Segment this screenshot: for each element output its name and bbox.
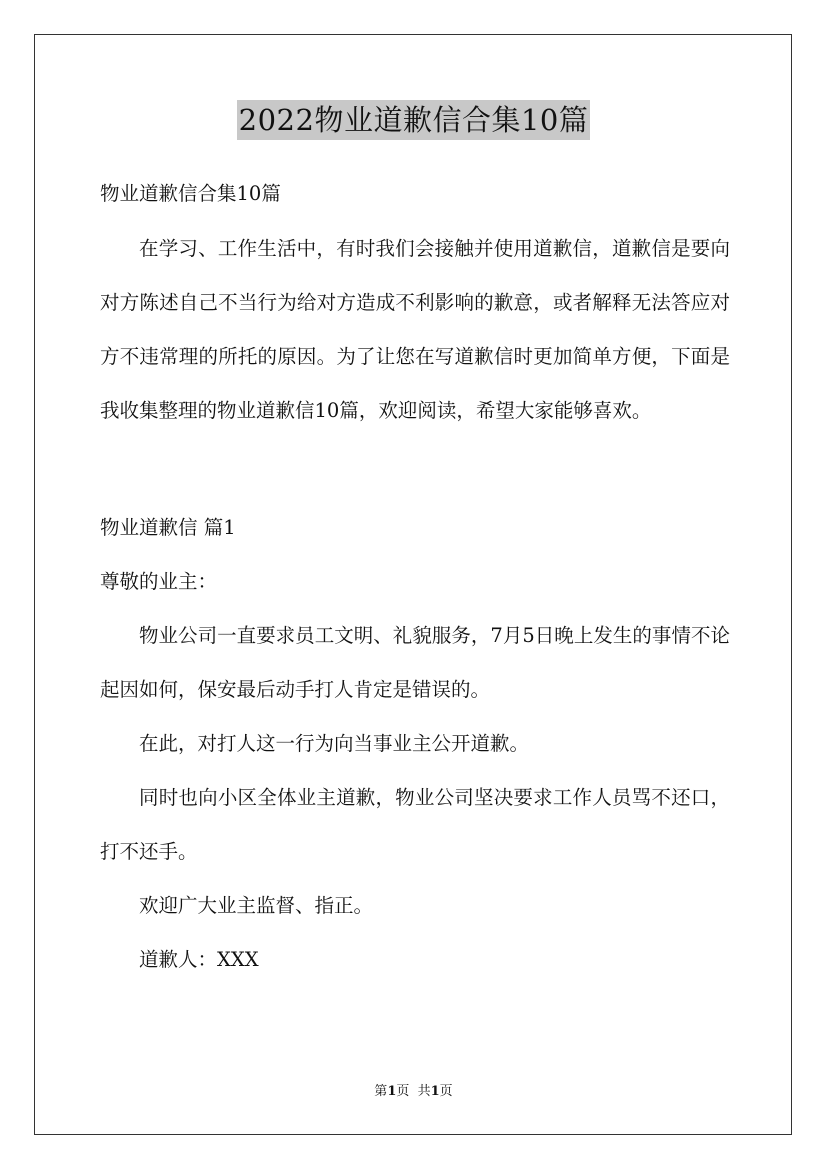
- body-paragraph-4: 欢迎广大业主监督、指正。: [139, 894, 374, 917]
- page-footer: [0, 1082, 827, 1102]
- footer-suffix: 页: [439, 1084, 453, 1099]
- signature: 道歉人：XXX: [139, 948, 259, 971]
- section-heading: 物业道歉信 篇1: [100, 516, 236, 539]
- salutation: 尊敬的业主：: [100, 570, 218, 593]
- footer-page-total: 1: [430, 1084, 440, 1099]
- body-paragraph-1: 物业公司一直要求员工文明、礼貌服务，7月5日晚上发生的事情不论起因如何，保安最后动手打人肯定是错误的。: [100, 624, 730, 701]
- intro-paragraph: 在学习、工作生活中，有时我们会接触并使用道歉信，道歉信是要向对方陈述自己不当行为给对方造成不利影响的歉意，或者解释无法答应对方不违常理的所托的原因。为了让您在写道歉信时更加简单方便，下面是我收集整理的物业道歉信10篇，欢迎阅读，希望大家能够喜欢。: [100, 237, 730, 422]
- document-subtitle: 物业道歉信合集10篇: [100, 182, 281, 205]
- body-paragraph-3: 同时也向小区全体业主道歉，物业公司坚决要求工作人员骂不还口，打不还手。: [100, 786, 730, 863]
- footer-page-number: 1: [387, 1084, 397, 1099]
- document-body: [100, 174, 730, 987]
- document-title: 2022物业道歉信合集10篇: [237, 100, 591, 140]
- footer-prefix: 第: [374, 1084, 388, 1099]
- title-wrap: [0, 100, 827, 140]
- footer-mid: 页 共: [396, 1084, 431, 1099]
- body-paragraph-2: 在此，对打人这一行为向当事业主公开道歉。: [139, 732, 530, 755]
